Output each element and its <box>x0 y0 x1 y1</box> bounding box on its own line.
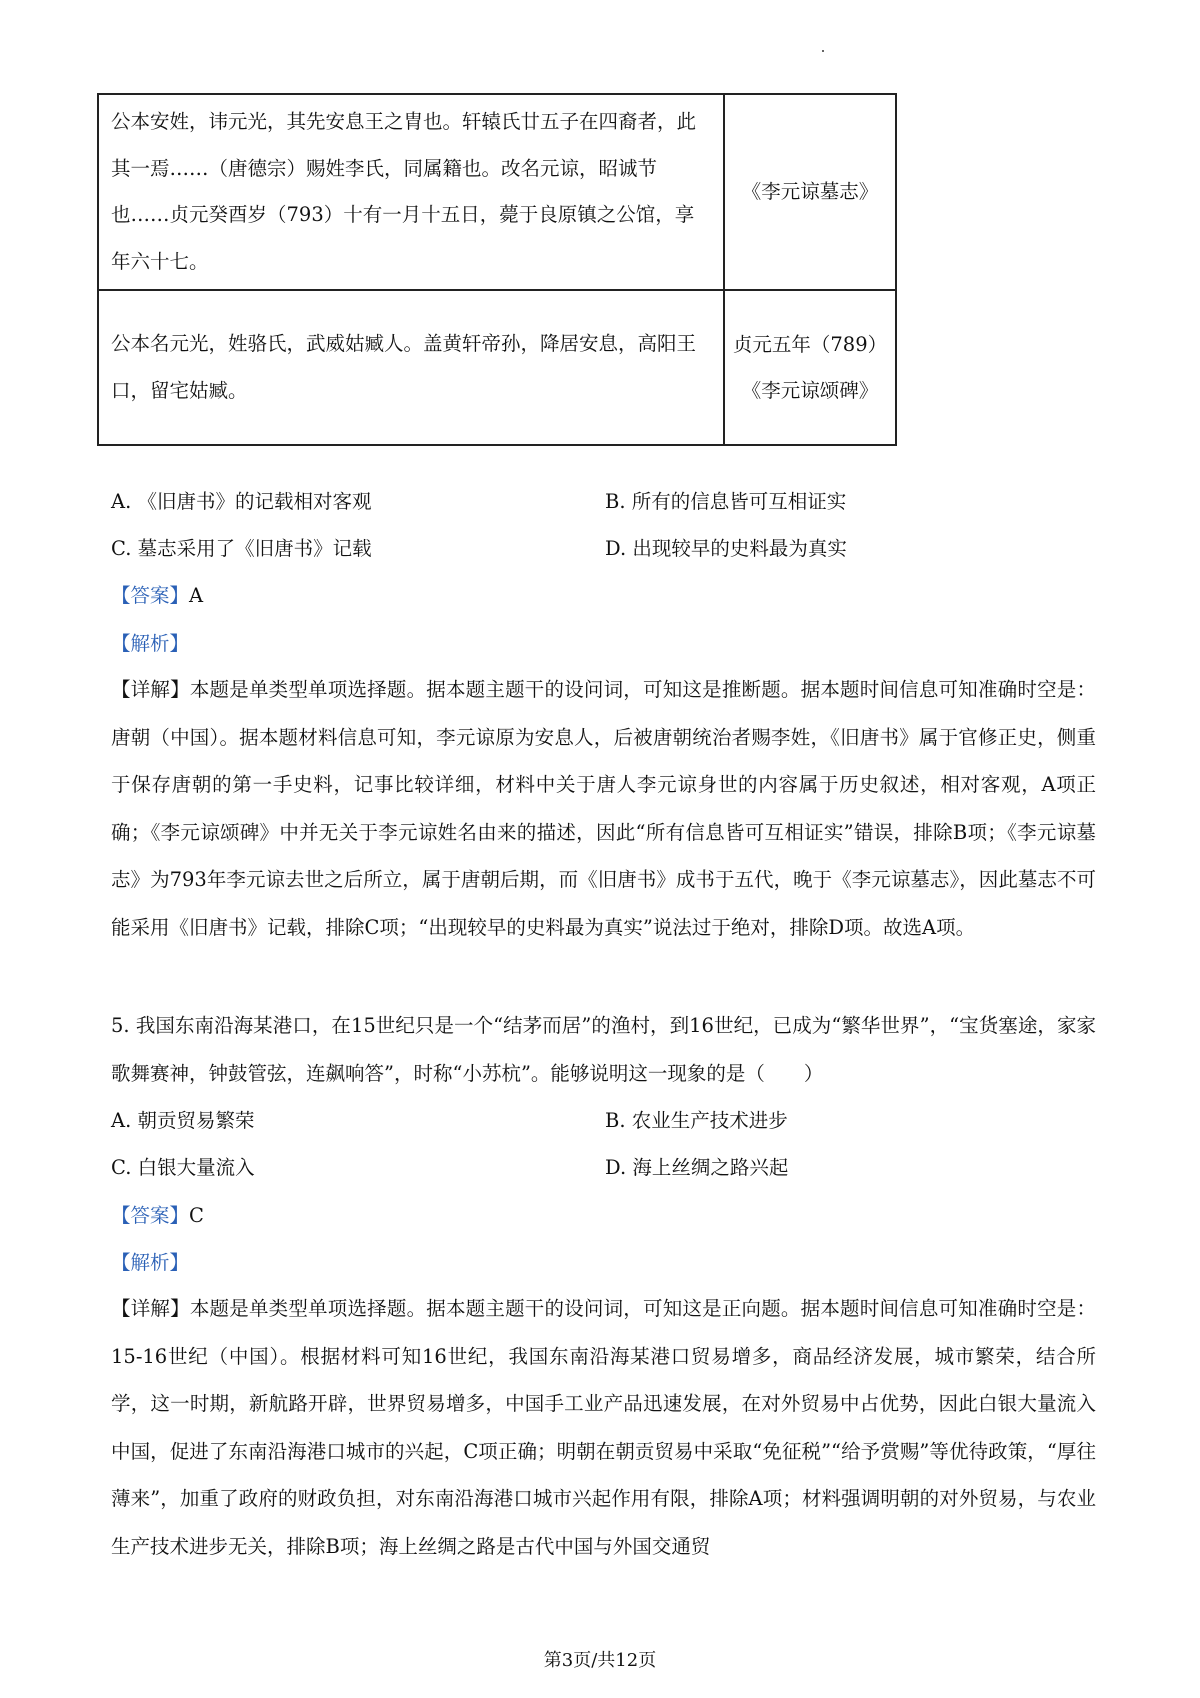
q4-answer <box>111 580 203 608</box>
detail-label: 【详解】 <box>111 678 190 701</box>
q4-detail <box>111 666 1096 951</box>
q5-option-a: A. 朝贡贸易繁荣 <box>111 1109 255 1132</box>
q5-stem: 5. 我国东南沿海某港口，在15世纪只是一个“结茅而居”的渔村，到16世纪，已成为“繁华世界”，“宝货塞途，家家歌舞赛神，钟鼓管弦，连飙响答”，时称“小苏杭”。能够说明这一现象的是（ ） <box>111 1014 1096 1085</box>
source-title <box>724 290 896 445</box>
q4-option-a: A. 《旧唐书》的记载相对客观 <box>111 490 372 513</box>
detail-text: 本题是单类型单项选择题。据本题主题干的设问词，可知这是正向题。据本题时间信息可知准确时空是：15-16世纪（中国）。根据材料可知16世纪，我国东南沿海某港口贸易增多，商品经济发展，城市繁荣，结合所学，这一时期，新航路开辟，世界贸易增多，中国手工业产品迅速发展，在对外贸易中占优势，因此白银大量流入中国，促进了东南沿海港口城市的兴起，C项正确；明朝在朝贡贸易中采取“免征税”“给予赏赐”等优待政策，“厚往薄来”，加重了政府的财政负担，对东南沿海港口城市兴起作用有限，排除A项；材料强调明朝的对外贸易，与农业生产技术进步无关，排除B项；海上丝绸之路是古代中国与外国交通贸 <box>111 1297 1096 1558</box>
analysis-label: 【解析】 <box>111 1251 190 1274</box>
q4-option-c: C. 墓志采用了《旧唐书》记载 <box>111 537 372 560</box>
source-row <box>98 290 896 445</box>
source-name: 《李元谅颂碑》 <box>741 378 879 402</box>
q5-option-b: B. 农业生产技术进步 <box>605 1109 788 1132</box>
source-title: 《李元谅墓志》 <box>724 94 896 290</box>
answer-label: 【答案】 <box>111 1204 190 1227</box>
source-date: 贞元五年（789） <box>732 332 888 356</box>
source-table <box>97 93 897 446</box>
answer-value: A <box>189 584 204 607</box>
analysis-label: 【解析】 <box>111 632 190 655</box>
source-text: 公本名元光，姓骆氏，武威姑臧人。盖黄轩帝孙，降居安息，高阳王口，留宅姑臧。 <box>98 290 724 445</box>
answer-value: C <box>189 1204 204 1227</box>
source-text: 公本安姓，讳元光，其先安息王之胄也。轩辕氏廿五子在四裔者，此其一焉……（唐德宗）赐姓李氏，同属籍也。改名元谅，昭诚节也……贞元癸酉岁（793）十有一月十五日，薨于良原镇之公馆，享年六十七。 <box>98 94 724 290</box>
q5-option-d: D. 海上丝绸之路兴起 <box>605 1156 789 1179</box>
page-footer: 第3页/共12页 <box>543 1650 657 1671</box>
q5-answer <box>111 1200 204 1228</box>
scan-dot <box>822 50 824 52</box>
q5-detail <box>111 1285 1096 1570</box>
q4-option-d: D. 出现较早的史料最为真实 <box>605 537 847 560</box>
detail-text: 本题是单类型单项选择题。据本题主题干的设问词，可知这是推断题。据本题时间信息可知准确时空是：唐朝（中国）。据本题材料信息可知，李元谅原为安息人，后被唐朝统治者赐李姓，《旧唐书》属于官修正史，侧重于保存唐朝的第一手史料，记事比较详细，材料中关于唐人李元谅身世的内容属于历史叙述，相对客观，A项正确；《李元谅颂碑》中并无关于李元谅姓名由来的描述，因此“所有信息皆可互相证实”错误，排除B项；《李元谅墓志》为793年李元谅去世之后所立，属于唐朝后期，而《旧唐书》成书于五代，晚于《李元谅墓志》，因此墓志不可能采用《旧唐书》记载，排除C项；“出现较早的史料最为真实”说法过于绝对，排除D项。故选A项。 <box>111 678 1096 939</box>
q4-option-b: B. 所有的信息皆可互相证实 <box>605 490 847 513</box>
answer-label: 【答案】 <box>111 584 190 607</box>
q5-analysis <box>111 1247 189 1275</box>
detail-label: 【详解】 <box>111 1297 190 1320</box>
source-row <box>98 94 896 290</box>
q5-option-c: C. 白银大量流入 <box>111 1156 255 1179</box>
q4-analysis <box>111 628 189 656</box>
